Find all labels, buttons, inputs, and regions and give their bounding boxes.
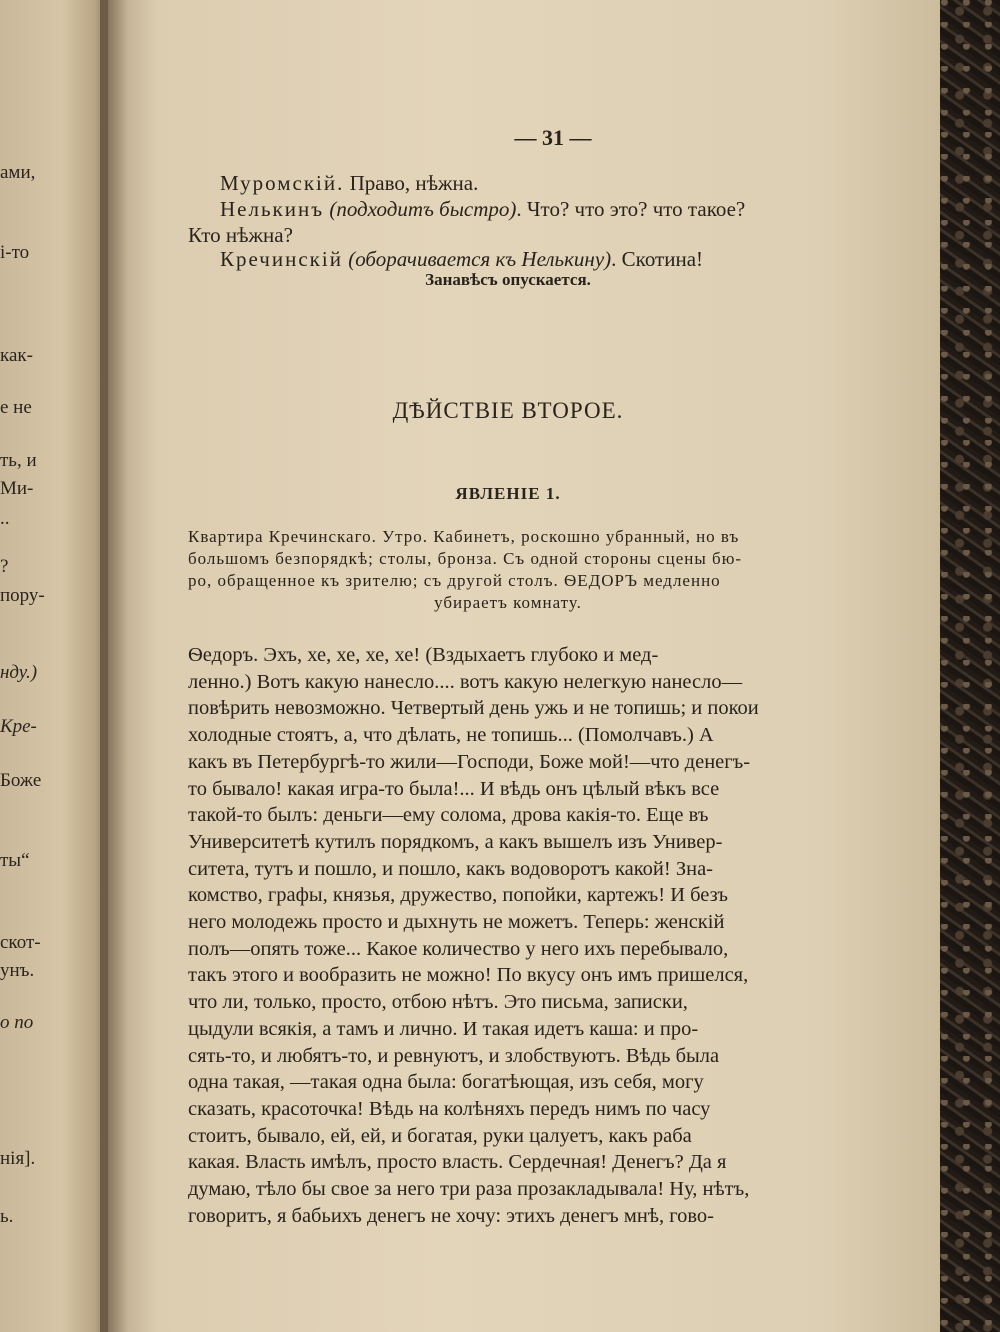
act-title: ДѢЙСТВІЕ ВТОРОЕ. bbox=[392, 398, 624, 423]
dialogue-line bbox=[188, 222, 828, 248]
left-margin-text: о по bbox=[0, 1012, 34, 1033]
monologue-line: то бывало! какая игра-то была!... И вѣдь онъ цѣлый вѣкъ все bbox=[188, 777, 720, 800]
monologue-line: говоритъ, я бабьихъ денегъ не хочу: этихъ денегъ мнѣ, гово- bbox=[188, 1204, 714, 1227]
speaker-name: Муромскій. bbox=[220, 171, 345, 195]
dialogue-text: . Скотина! bbox=[611, 247, 704, 271]
left-margin-text: ты“ bbox=[0, 850, 30, 871]
monologue-line: сять-то, и любятъ-то, и ревнуютъ, и злобствуютъ. Вѣдь была bbox=[188, 1044, 720, 1067]
curtain-direction: Занавѣсъ опускается. bbox=[425, 270, 591, 289]
monologue-line: ленно.) Вотъ какую нанесло.... вотъ какую нелегкую нанесло— bbox=[188, 670, 743, 693]
stage-direction: (оборачивается къ Нелькину) bbox=[342, 247, 612, 271]
monologue-line: какая. Власть имѣлъ, просто власть. Сердечная! Денегъ? Да я bbox=[188, 1151, 727, 1174]
monologue-line: холодные стоятъ, а, что дѣлать, не топишь... (Помолчавъ.) А bbox=[188, 724, 714, 747]
left-margin-text: нія]. bbox=[0, 1148, 36, 1169]
left-page bbox=[0, 0, 112, 1332]
left-margin-text: ь. bbox=[0, 1206, 14, 1227]
monologue-line: такой-то былъ: деньги—ему солома, дрова какія-то. Еще въ bbox=[188, 804, 709, 827]
dialogue-line bbox=[220, 196, 860, 222]
monologue-line: него молодежь просто и дыхнуть не можетъ. Теперь: женскій bbox=[188, 911, 725, 933]
monologue-line: сказать, красоточка! Вѣдь на колѣняхъ передъ нимъ по часу bbox=[188, 1097, 711, 1120]
left-margin-text: унъ. bbox=[0, 960, 35, 981]
monologue-line: стоитъ, бывало, ей, ей, и богатая, руки цалуетъ, какъ раба bbox=[188, 1124, 692, 1147]
setting-line: Квартира Кречинскаго. Утро. Кабинетъ, роскошно убранный, но въ bbox=[188, 527, 740, 546]
monologue-line: думаю, тѣло бы свое за него три раза прозакладывала! Ну, нѣтъ, bbox=[188, 1178, 750, 1200]
monologue-line: такъ этого и вообразить не можно! По вкусу онъ имъ пришелся, bbox=[188, 964, 749, 987]
left-margin-text: .. bbox=[0, 508, 10, 529]
monologue-line: что ли, только, просто, отбою нѣтъ. Это письма, записки, bbox=[188, 991, 688, 1014]
left-margin-text: как- bbox=[0, 345, 33, 366]
monologue-line: повѣрить невозможно. Четвертый день ужь и не топишь; и покои bbox=[188, 697, 759, 720]
left-margin-text: е не bbox=[0, 397, 32, 418]
speaker-name: Нелькинъ bbox=[220, 197, 325, 221]
monologue-line: Ѳедоръ. Эхъ, хе, хе, хе, хе! (Вздыхаетъ глубоко и мед- bbox=[188, 644, 659, 666]
left-margin-text: Ми- bbox=[0, 478, 34, 499]
monologue-line: комство, графы, князья, дружество, попойки, картежъ! И безъ bbox=[188, 884, 728, 907]
page-number: — 31 — bbox=[514, 125, 592, 150]
left-margin-text: ть, и bbox=[0, 450, 37, 471]
monologue-line: ситета, тутъ и пошло, и пошло, какъ водоворотъ какой! Зна- bbox=[188, 857, 713, 880]
scene-title: ЯВЛЕНІЕ 1. bbox=[455, 484, 561, 503]
left-margin-text: і-то bbox=[0, 242, 30, 263]
right-page bbox=[108, 0, 948, 1332]
left-margin-text: Боже bbox=[0, 770, 42, 791]
monologue-line: Университетѣ кутилъ порядкомъ, а какъ вышелъ изъ Универ- bbox=[188, 830, 723, 853]
stage-direction: (подходитъ быстро) bbox=[324, 197, 517, 221]
book-gutter-shadow bbox=[100, 0, 128, 1332]
setting-line: убираетъ комнату. bbox=[434, 593, 582, 612]
monologue-line: одна такая, —такая одна была: богатѣющая, изъ себя, могу bbox=[188, 1071, 704, 1094]
speaker-name: Кречинскій bbox=[220, 247, 343, 271]
left-margin-text: ами, bbox=[0, 162, 36, 183]
left-margin-text: пору- bbox=[0, 585, 45, 606]
monologue-line: цыдули всякія, а тамъ и лично. И такая идетъ каша: и про- bbox=[188, 1017, 699, 1040]
dialogue-line bbox=[220, 170, 860, 196]
setting-line: большомъ безпорядкѣ; столы, бронза. Съ одной стороны сцены бю- bbox=[188, 549, 743, 568]
left-margin-text: ? bbox=[0, 556, 9, 577]
dialogue-text: Право, нѣжна. bbox=[344, 171, 479, 195]
setting-line: ро, обращенное къ зрителю; съ другой столъ. ѲЕДОРЪ медленно bbox=[188, 571, 721, 590]
left-margin-text: Кре- bbox=[0, 716, 37, 737]
dialogue-line bbox=[220, 246, 860, 272]
monologue-line: полъ—опять тоже... Какое количество у него ихъ перебывало, bbox=[188, 937, 729, 960]
dialogue-text: Кто нѣжна? bbox=[188, 223, 293, 247]
left-margin-text: скот- bbox=[0, 932, 41, 953]
left-margin-text: нду.) bbox=[0, 662, 38, 683]
monologue-line: какъ въ Петербургѣ-то жили—Господи, Боже мой!—что денегъ- bbox=[188, 750, 751, 773]
dialogue-text: . Что? что это? что такое? bbox=[516, 197, 746, 221]
marbled-cover-edge bbox=[940, 0, 1000, 1332]
